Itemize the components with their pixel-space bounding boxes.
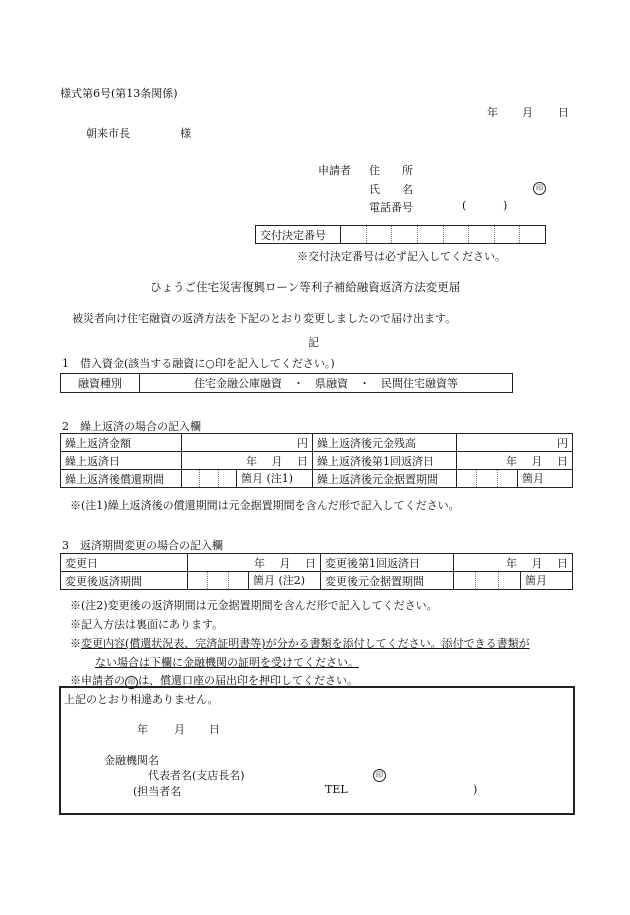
cert-close-paren: ) [473, 783, 478, 796]
section3-note2: ※記入方法は裏面にあります。 [70, 618, 224, 631]
applicant-label: 申請者 [318, 164, 351, 177]
representative-seal-icon: 印 [373, 767, 386, 782]
prepayment-amount-label: 繰上返済金額 [61, 434, 182, 452]
prepayment-table [60, 433, 573, 488]
changed-repayment-period-unit: 箇月 (注2) [248, 572, 320, 589]
person-in-charge-label: (担当者名 [133, 785, 182, 798]
section3-note3-line2 [95, 654, 359, 670]
date-day-label: 日 [558, 106, 569, 119]
institution-name-label: 金融機関名 [104, 754, 159, 767]
period-change-table [60, 553, 573, 590]
address-label: 住 所 [369, 164, 413, 177]
prepayment-date-field[interactable]: 年 月 日 [182, 452, 313, 470]
change-date-label: 変更日 [61, 554, 188, 572]
repayment-period-unit: 箇月 (注1) [236, 470, 312, 487]
prepayment-amount-field[interactable]: 円 [182, 434, 313, 452]
note3-text-b: ない場合は下欄に金融機関の証明を受けてください。 [95, 656, 359, 669]
changed-deferment-period-label: 変更後元金据置期間 [321, 572, 454, 590]
note3-text-a: 変更内容(償還状況表、完済証明書等)が分かる書類を添付してください。添付できる書類が [81, 637, 530, 650]
cert-year-label: 年 [137, 723, 148, 736]
remaining-principal-label: 繰上返済後元金残高 [313, 434, 457, 452]
first-payment-date-field[interactable]: 年 月 日 [457, 452, 573, 470]
applicant-seal-icon: 印 [533, 180, 546, 195]
phone-paren-close: ) [503, 199, 508, 212]
name-label: 氏 名 [369, 183, 413, 196]
first-payment-date-label: 繰上返済後第1回返済日 [313, 452, 457, 470]
addressee: 朝来市長 [86, 127, 130, 140]
loan-type-options[interactable]: 住宅金融公庫融資 ・ 県融資 ・ 民間住宅融資等 [140, 374, 513, 393]
cert-month-label: 月 [174, 723, 185, 736]
date-month-label: 月 [522, 106, 533, 119]
decision-number-label: 交付決定番号 [256, 226, 341, 244]
deferment-period-unit: 箇月 [517, 470, 572, 487]
phone-paren-open: ( [462, 199, 467, 212]
ki-label: 記 [308, 336, 319, 349]
loan-type-label: 融資種別 [61, 374, 140, 393]
addressee-honorific: 様 [180, 127, 191, 140]
changed-repayment-period-field[interactable] [188, 572, 321, 590]
tel-label: TEL [325, 783, 348, 796]
phone-label: 電話番号 [369, 201, 413, 214]
section3-note3-line1 [70, 635, 530, 651]
note3-mark: ※ [70, 637, 81, 650]
repayment-period-label: 繰上返済後償還期間 [61, 470, 182, 488]
changed-deferment-period-unit: 箇月 [520, 572, 572, 589]
section3-heading: 3 返済期間変更の場合の記入欄 [62, 539, 223, 552]
document-title: ひょうご住宅災害復興ローン等利子補給融資返済方法変更届 [150, 280, 461, 294]
form-number: 様式第6号(第13条関係) [60, 87, 178, 100]
note4-seal-icon: 印 [125, 676, 138, 689]
section2-heading: 2 繰上返済の場合の記入欄 [62, 420, 201, 433]
changed-first-payment-field[interactable]: 年 月 日 [454, 554, 573, 572]
deferment-period-label: 繰上返済後元金据置期間 [313, 470, 457, 488]
certification-statement: 上記のとおり相違ありません。 [64, 693, 219, 706]
note4-text-b: は、償還口座の届出印を押印してください。 [138, 674, 358, 687]
changed-first-payment-label: 変更後第1回返済日 [321, 554, 454, 572]
date-year-label: 年 [487, 106, 498, 119]
cert-day-label: 日 [209, 723, 220, 736]
remaining-principal-field[interactable]: 円 [457, 434, 573, 452]
repayment-period-field[interactable] [182, 470, 313, 488]
changed-deferment-period-field[interactable] [454, 572, 573, 590]
note4-text-a: ※申請者の [70, 674, 125, 687]
deferment-period-field[interactable] [457, 470, 573, 488]
change-date-field[interactable]: 年 月 日 [188, 554, 321, 572]
prepayment-date-label: 繰上返済日 [61, 452, 182, 470]
section1-heading: 1 借入資金(該当する融資に○印を記入してください。) [62, 357, 335, 370]
decision-number-table [255, 225, 546, 244]
decision-number-field[interactable] [341, 226, 546, 244]
decision-number-note: ※交付決定番号は必ず記入してください。 [297, 250, 506, 263]
changed-repayment-period-label: 変更後返済期間 [61, 572, 188, 590]
loan-type-table [60, 373, 513, 393]
section2-note: ※(注1)繰上返済後の償還期間は元金据置期間を含んだ形で記入してください。 [70, 499, 460, 512]
section3-note1: ※(注2)変更後の返済期間は元金据置期間を含んだ形で記入してください。 [70, 599, 438, 612]
intro-text: 被災者向け住宅融資の返済方法を下記のとおり変更しましたので届け出ます。 [72, 312, 457, 325]
representative-label: 代表者名(支店長名) [148, 769, 245, 782]
